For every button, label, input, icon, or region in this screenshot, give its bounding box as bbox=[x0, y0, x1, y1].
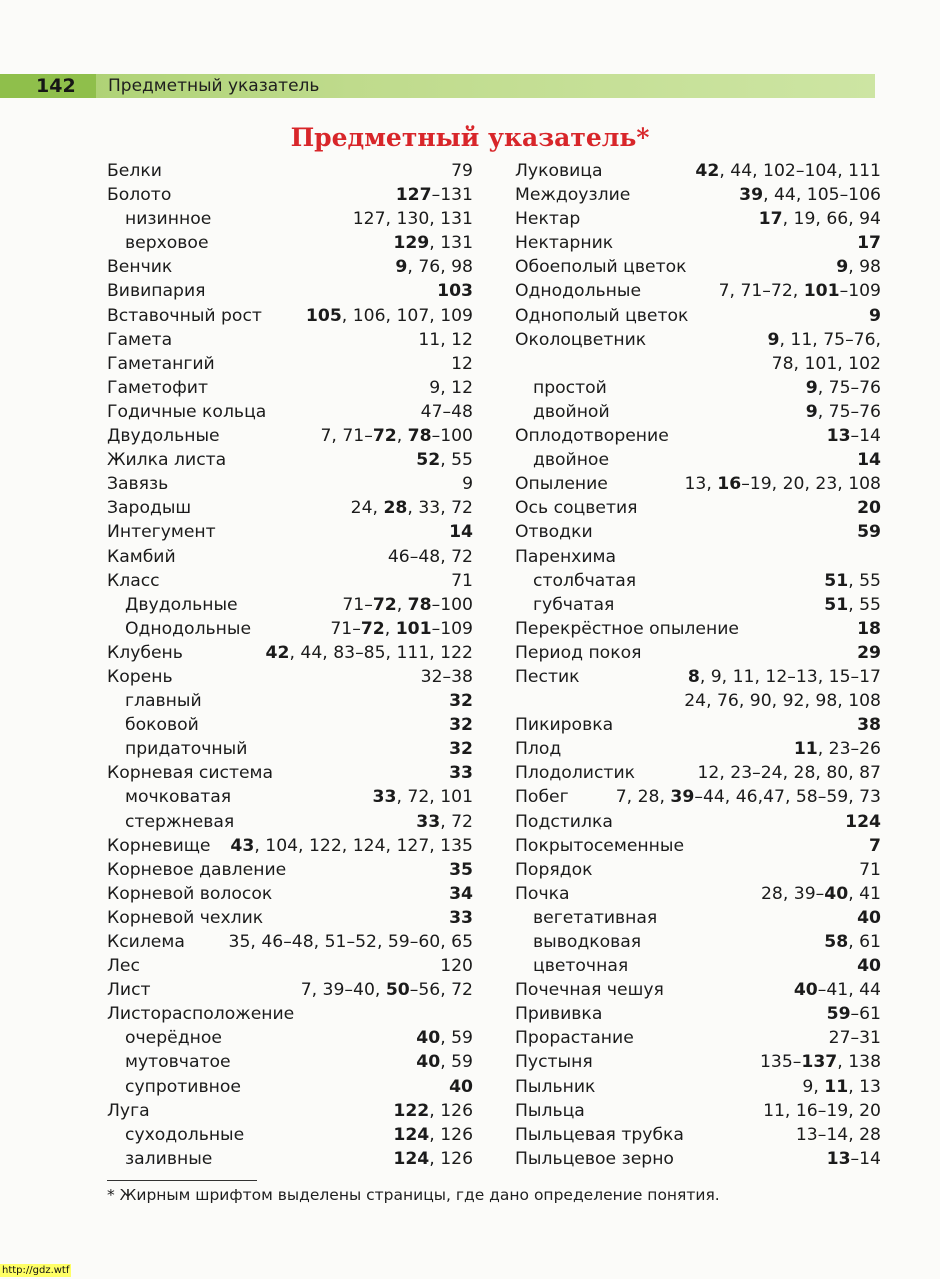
index-pages: 42, 44, 83–85, 111, 122 bbox=[265, 642, 473, 663]
index-term: Годичные кольца bbox=[107, 401, 267, 422]
index-entry bbox=[107, 882, 473, 906]
index-entry bbox=[515, 400, 881, 424]
index-pages: 105, 106, 107, 109 bbox=[305, 305, 473, 326]
index-pages: 40 bbox=[857, 907, 881, 928]
index-entry bbox=[515, 231, 881, 255]
index-entry bbox=[107, 183, 473, 207]
index-entry bbox=[107, 545, 473, 569]
index-term: Гаметофит bbox=[107, 377, 208, 398]
index-term: Корневой чехлик bbox=[107, 907, 264, 928]
index-term: супротивное bbox=[125, 1076, 241, 1097]
index-entry bbox=[107, 617, 473, 641]
index-pages: 20 bbox=[857, 498, 881, 519]
index-term: Корневой волосок bbox=[107, 883, 273, 904]
index-entry bbox=[107, 448, 473, 472]
index-entry bbox=[515, 641, 881, 665]
index-entry bbox=[515, 858, 881, 882]
index-entry bbox=[515, 496, 881, 520]
index-entry bbox=[107, 328, 473, 352]
index-term: двойное bbox=[533, 450, 610, 471]
index-term: Однодольные bbox=[125, 618, 252, 639]
index-term: Почка bbox=[515, 883, 570, 904]
index-pages: 47–48 bbox=[420, 401, 473, 422]
index-term: Вивипария bbox=[107, 281, 206, 302]
index-pages: 78, 101, 102 bbox=[771, 353, 881, 374]
index-entry bbox=[515, 1123, 881, 1147]
index-term: заливные bbox=[125, 1148, 213, 1169]
index-pages: 24, 76, 90, 92, 98, 108 bbox=[684, 691, 881, 712]
index-entry bbox=[515, 159, 881, 183]
index-term: губчатая bbox=[533, 594, 615, 615]
index-entry bbox=[107, 376, 473, 400]
index-pages: 34 bbox=[449, 883, 473, 904]
index-entry bbox=[107, 978, 473, 1002]
index-entry bbox=[515, 906, 881, 930]
index-pages: 40–41, 44 bbox=[793, 980, 881, 1001]
index-pages: 18 bbox=[857, 618, 881, 639]
index-entry bbox=[515, 183, 881, 207]
index-pages: 9, 75–76 bbox=[805, 401, 881, 422]
index-pages: 11, 23–26 bbox=[793, 739, 881, 760]
index-pages: 32 bbox=[449, 715, 473, 736]
index-term: Пестик bbox=[515, 666, 580, 687]
index-pages: 12, 23–24, 28, 80, 87 bbox=[697, 763, 881, 784]
index-term: Прорастание bbox=[515, 1028, 634, 1049]
index-entry bbox=[107, 1002, 473, 1026]
index-entry bbox=[107, 834, 473, 858]
index-pages: 9, 11, 13 bbox=[802, 1076, 881, 1097]
index-term: Нектар bbox=[515, 209, 581, 230]
index-term: Интегумент bbox=[107, 522, 216, 543]
index-term: Лист bbox=[107, 980, 151, 1001]
index-entry bbox=[107, 593, 473, 617]
index-pages: 14 bbox=[449, 522, 473, 543]
index-term: Покрытосеменные bbox=[515, 835, 685, 856]
index-term: Корневище bbox=[107, 835, 211, 856]
index-pages: 103 bbox=[437, 281, 473, 302]
running-title: Предметный указатель bbox=[108, 76, 320, 96]
index-entry bbox=[515, 207, 881, 231]
index-entry bbox=[515, 376, 881, 400]
index-entry bbox=[107, 496, 473, 520]
index-term: Вставочный рост bbox=[107, 305, 262, 326]
index-pages: 9, 98 bbox=[836, 257, 881, 278]
index-pages: 29 bbox=[857, 642, 881, 663]
index-pages: 40, 59 bbox=[416, 1028, 473, 1049]
index-entry bbox=[107, 858, 473, 882]
index-entry bbox=[107, 810, 473, 834]
index-entry bbox=[107, 785, 473, 809]
index-pages: 8, 9, 11, 12–13, 15–17 bbox=[687, 666, 881, 687]
index-pages: 11, 16–19, 20 bbox=[763, 1100, 881, 1121]
index-pages: 124 bbox=[845, 811, 881, 832]
index-entry bbox=[515, 761, 881, 785]
index-entry bbox=[515, 785, 881, 809]
index-pages: 40, 59 bbox=[416, 1052, 473, 1073]
index-pages: 13–14, 28 bbox=[795, 1124, 881, 1145]
index-pages: 38 bbox=[857, 715, 881, 736]
index-pages: 9 bbox=[462, 474, 473, 495]
index-term: Листорасположение bbox=[107, 1004, 295, 1025]
index-term: Пыльник bbox=[515, 1076, 596, 1097]
index-entry bbox=[107, 569, 473, 593]
index-term: мочковатая bbox=[125, 787, 232, 808]
index-entry bbox=[515, 1002, 881, 1026]
index-pages: 120 bbox=[440, 956, 473, 977]
index-entry bbox=[515, 424, 881, 448]
index-term: Пыльцевое зерно bbox=[515, 1148, 674, 1169]
index-pages: 40 bbox=[449, 1076, 473, 1097]
index-term: Почечная чешуя bbox=[515, 980, 664, 1001]
index-pages: 13, 16–19, 20, 23, 108 bbox=[684, 474, 881, 495]
index-pages: 12 bbox=[451, 353, 473, 374]
index-pages: 79 bbox=[451, 161, 473, 181]
index-entry bbox=[107, 231, 473, 255]
index-entry bbox=[515, 617, 881, 641]
index-term: главный bbox=[125, 691, 202, 712]
index-pages: 39, 44, 105–106 bbox=[739, 185, 881, 206]
index-entry bbox=[515, 520, 881, 544]
index-pages: 71 bbox=[451, 570, 473, 591]
index-pages: 59–61 bbox=[826, 1004, 881, 1025]
index-pages: 9, 11, 75–76, bbox=[767, 329, 881, 350]
index-entry bbox=[107, 665, 473, 689]
index-pages: 40 bbox=[857, 956, 881, 977]
index-term: столбчатая bbox=[533, 570, 637, 591]
index-term: очерёдное bbox=[125, 1028, 222, 1049]
watermark-link[interactable]: http://gdz.wtf bbox=[2, 1265, 70, 1276]
index-entry bbox=[107, 954, 473, 978]
index-term: Пустыня bbox=[515, 1052, 593, 1073]
index-pages: 24, 28, 33, 72 bbox=[350, 498, 473, 519]
index-pages: 32–38 bbox=[420, 666, 473, 687]
index-entry bbox=[515, 472, 881, 496]
index-term: Завязь bbox=[107, 474, 169, 495]
index-term: Гамета bbox=[107, 329, 173, 350]
index-entry bbox=[515, 689, 881, 713]
index-term: Корень bbox=[107, 666, 173, 687]
index-pages: 59 bbox=[857, 522, 881, 543]
index-term: Болото bbox=[107, 185, 172, 206]
index-pages: 122, 126 bbox=[393, 1100, 473, 1121]
index-pages: 7, 71–72, 101–109 bbox=[718, 281, 881, 302]
index-term: Ось соцветия bbox=[515, 498, 638, 519]
index-pages: 7, 71–72, 78–100 bbox=[320, 426, 473, 447]
index-pages: 32 bbox=[449, 739, 473, 760]
index-pages: 33 bbox=[449, 763, 473, 784]
index-term: придаточный bbox=[125, 739, 248, 760]
index-entry bbox=[107, 159, 473, 183]
index-entry bbox=[107, 1026, 473, 1050]
index-pages: 71–72, 78–100 bbox=[342, 594, 473, 615]
index-entry bbox=[515, 978, 881, 1002]
index-entry bbox=[515, 810, 881, 834]
index-pages: 9, 75–76 bbox=[805, 377, 881, 398]
index-term: цветочная bbox=[533, 956, 629, 977]
index-term: Перекрёстное опыление bbox=[515, 618, 739, 639]
index-entry bbox=[515, 328, 881, 352]
index-term: Зародыш bbox=[107, 498, 192, 519]
index-entry bbox=[107, 689, 473, 713]
index-term: Клубень bbox=[107, 642, 183, 663]
index-entry bbox=[515, 1147, 881, 1171]
index-entry bbox=[107, 352, 473, 376]
index-pages: 9, 12 bbox=[429, 377, 473, 398]
index-term: верховое bbox=[125, 233, 209, 254]
index-entry bbox=[515, 1050, 881, 1074]
index-entry bbox=[107, 1147, 473, 1171]
index-term: Белки bbox=[107, 161, 162, 181]
index-entry bbox=[515, 737, 881, 761]
index-entry bbox=[107, 1123, 473, 1147]
index-entry bbox=[107, 713, 473, 737]
index-term: Обоеполый цветок bbox=[515, 257, 687, 278]
page-title: Предметный указатель* bbox=[290, 123, 650, 152]
index-pages: 43, 104, 122, 124, 127, 135 bbox=[230, 835, 473, 856]
index-term: Луга bbox=[107, 1100, 150, 1121]
index-entry bbox=[515, 545, 881, 569]
index-entry bbox=[107, 930, 473, 954]
index-term: Однополый цветок bbox=[515, 305, 689, 326]
index-entry bbox=[107, 1075, 473, 1099]
index-term: Отводки bbox=[515, 522, 593, 543]
index-pages: 35, 46–48, 51–52, 59–60, 65 bbox=[228, 932, 473, 952]
index-pages: 17, 19, 66, 94 bbox=[758, 209, 881, 230]
index-entry bbox=[107, 472, 473, 496]
index-entry bbox=[107, 304, 473, 328]
index-term: боковой bbox=[125, 715, 199, 736]
index-column-right bbox=[515, 159, 881, 1171]
index-term: вегетативная bbox=[533, 907, 658, 928]
index-entry bbox=[107, 906, 473, 930]
index-term: Порядок bbox=[515, 859, 593, 880]
index-pages: 33, 72 bbox=[416, 811, 473, 832]
index-term: Прививка bbox=[515, 1004, 603, 1025]
page-number: 142 bbox=[36, 75, 76, 97]
index-term: Двудольные bbox=[125, 594, 238, 615]
index-term: Плод bbox=[515, 739, 562, 760]
index-entry bbox=[107, 279, 473, 303]
index-term: низинное bbox=[125, 209, 212, 230]
index-term: стержневая bbox=[125, 811, 235, 832]
index-entry bbox=[515, 569, 881, 593]
index-entry bbox=[515, 930, 881, 954]
index-pages: 13–14 bbox=[826, 1148, 881, 1169]
index-term: простой bbox=[533, 377, 607, 398]
index-pages: 124, 126 bbox=[393, 1148, 473, 1169]
index-pages: 71–72, 101–109 bbox=[330, 618, 473, 639]
index-entry bbox=[515, 255, 881, 279]
index-entry bbox=[515, 834, 881, 858]
index-pages: 35 bbox=[449, 859, 473, 880]
index-entry bbox=[515, 279, 881, 303]
index-pages: 7, 39–40, 50–56, 72 bbox=[300, 980, 473, 1001]
index-entry bbox=[515, 1099, 881, 1123]
index-pages: 46–48, 72 bbox=[387, 546, 473, 567]
index-term: Венчик bbox=[107, 257, 173, 278]
index-term: Лес bbox=[107, 956, 140, 977]
index-pages: 17 bbox=[857, 233, 881, 254]
index-term: суходольные bbox=[125, 1124, 245, 1145]
index-term: Корневое давление bbox=[107, 859, 287, 880]
index-entry bbox=[515, 1026, 881, 1050]
index-term: Пыльца bbox=[515, 1100, 585, 1121]
index-term: Плодолистик bbox=[515, 763, 635, 784]
index-entry bbox=[107, 1050, 473, 1074]
index-term: Подстилка bbox=[515, 811, 613, 832]
index-entry bbox=[107, 255, 473, 279]
index-pages: 51, 55 bbox=[824, 594, 881, 615]
index-entry bbox=[515, 448, 881, 472]
index-term: Однодольные bbox=[515, 281, 642, 302]
index-pages: 7, 28, 39–44, 46,47, 58–59, 73 bbox=[615, 787, 881, 808]
index-term: Оплодотворение bbox=[515, 426, 669, 447]
index-term: Луковица bbox=[515, 161, 603, 181]
index-pages: 14 bbox=[857, 450, 881, 471]
index-term: Опыление bbox=[515, 474, 608, 495]
index-pages: 27–31 bbox=[828, 1028, 881, 1049]
index-pages: 58, 61 bbox=[824, 932, 881, 952]
index-entry bbox=[515, 1075, 881, 1099]
index-term: Междоузлие bbox=[515, 185, 631, 206]
index-entry bbox=[515, 954, 881, 978]
index-pages: 33, 72, 101 bbox=[372, 787, 473, 808]
index-term: Ксилема bbox=[107, 932, 185, 952]
index-entry bbox=[515, 593, 881, 617]
index-pages: 127–131 bbox=[395, 185, 473, 206]
index-term: Нектарник bbox=[515, 233, 614, 254]
footnote-rule bbox=[107, 1180, 257, 1181]
index-entry bbox=[515, 713, 881, 737]
index-column-left bbox=[107, 159, 473, 1171]
index-entry bbox=[515, 665, 881, 689]
index-pages: 127, 130, 131 bbox=[352, 209, 473, 230]
index-term: Паренхима bbox=[515, 546, 617, 567]
index-term: Побег bbox=[515, 787, 569, 808]
index-term: Пыльцевая трубка bbox=[515, 1124, 684, 1145]
index-term: двойной bbox=[533, 401, 610, 422]
index-entry bbox=[107, 520, 473, 544]
index-term: Класс bbox=[107, 570, 160, 591]
index-term: Двудольные bbox=[107, 426, 220, 447]
index-pages: 28, 39–40, 41 bbox=[761, 883, 881, 904]
index-term: Период покоя bbox=[515, 642, 642, 663]
index-pages: 32 bbox=[449, 691, 473, 712]
index-pages: 124, 126 bbox=[393, 1124, 473, 1145]
footnote: * Жирным шрифтом выделены страницы, где дано определение понятия. bbox=[107, 1186, 720, 1204]
index-entry bbox=[107, 737, 473, 761]
index-pages: 71 bbox=[859, 859, 881, 880]
index-term: Пикировка bbox=[515, 715, 614, 736]
index-pages: 129, 131 bbox=[393, 233, 473, 254]
index-entry bbox=[515, 304, 881, 328]
index-term: Жилка листа bbox=[107, 450, 227, 471]
index-pages: 135–137, 138 bbox=[759, 1052, 881, 1073]
index-term: выводковая bbox=[533, 932, 642, 952]
index-entry bbox=[107, 424, 473, 448]
index-pages: 9, 76, 98 bbox=[395, 257, 473, 278]
index-entry bbox=[515, 882, 881, 906]
index-term: Камбий bbox=[107, 546, 176, 567]
index-entry bbox=[515, 352, 881, 376]
index-term: мутовчатое bbox=[125, 1052, 231, 1073]
index-entry bbox=[107, 400, 473, 424]
index-entry bbox=[107, 207, 473, 231]
index-pages: 51, 55 bbox=[824, 570, 881, 591]
index-entry bbox=[107, 1099, 473, 1123]
index-pages: 33 bbox=[449, 907, 473, 928]
index-entry bbox=[107, 641, 473, 665]
index-pages: 11, 12 bbox=[418, 329, 473, 350]
index-pages: 7 bbox=[869, 835, 881, 856]
index-term: Околоцветник bbox=[515, 329, 647, 350]
index-pages: 13–14 bbox=[826, 426, 881, 447]
index-term: Корневая система bbox=[107, 763, 274, 784]
index-pages: 42, 44, 102–104, 111 bbox=[695, 161, 881, 181]
index-pages: 9 bbox=[869, 305, 881, 326]
index-entry bbox=[107, 761, 473, 785]
index-pages: 52, 55 bbox=[416, 450, 473, 471]
index-term: Гаметангий bbox=[107, 353, 215, 374]
